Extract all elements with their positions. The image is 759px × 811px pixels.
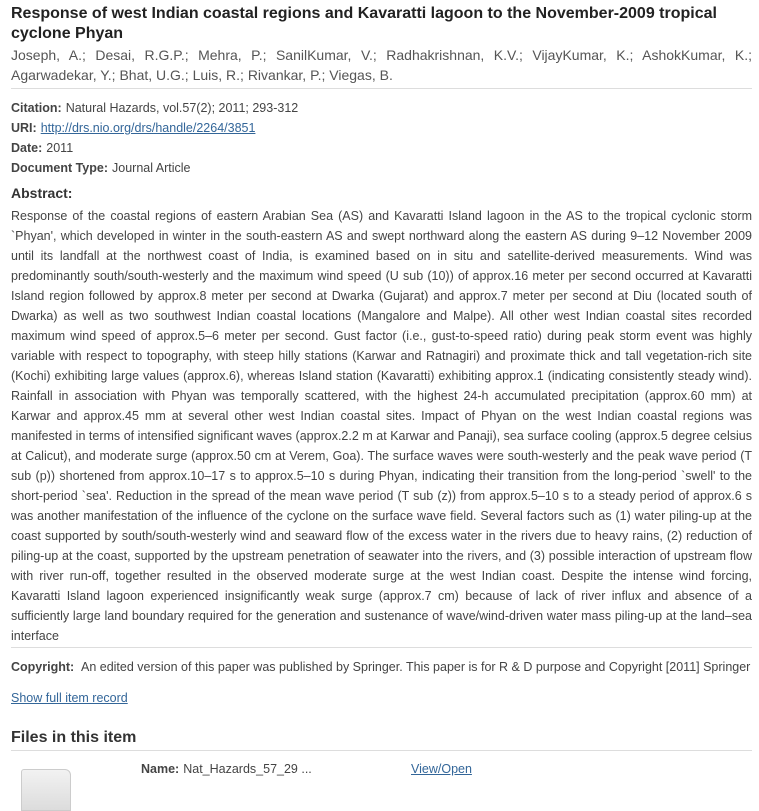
show-full-record-link[interactable]: Show full item record: [11, 691, 128, 705]
file-name: [141, 759, 312, 779]
copyright-block: [11, 657, 752, 677]
abstract-heading: Abstract:: [11, 185, 73, 201]
uri-link[interactable]: http://drs.nio.org/drs/handle/2264/3851: [40, 121, 256, 135]
citation-value: Natural Hazards, vol.57(2); 2011; 293-312: [65, 101, 299, 115]
date-row: [11, 138, 752, 158]
doctype-value: Journal Article: [112, 161, 191, 175]
metadata-list: [11, 98, 752, 178]
file-name-value: Nat_Hazards_57_29 ...: [183, 762, 312, 776]
doctype-label: Document Type:: [11, 161, 108, 175]
files-heading: Files in this item: [11, 727, 752, 751]
document-thumbnail-icon[interactable]: [21, 769, 71, 811]
item-title: Response of west Indian coastal regions and Kavaratti lagoon to the November-2009 tropical cyclone Phyan: [11, 5, 717, 42]
abstract-text: Response of the coastal regions of eastern Arabian Sea (AS) and Kavaratti Island lagoon in the AS to the tropical cyclonic storm `Phyan', which developed in winter in the south-eastern AS and swept northward along the eastern AS during 9–12 November 2009 until its landfall at the northwest coast of India, is examined based on in situ and satellite-derived measurements. Wind was predominantly south/south-westerly and the maximum wind speed (U sub (10)) of approx.16 meter per second occurred at Kavaratti Island region followed by approx.8 meter per second at Dwarka (Gujarat) and approx.7 meter per second at Diu (located south of Dwarka) as well as two southwest Indian coastal locations (Mangalore and Malpe). All other west Indian coastal sites recorded maximum wind speed of approx.5–6 meter per second. Gust factor (i.e., gust-to-speed ratio) during peak storm event was highly variable with respect to topography, with steep hilly stations (Karwar and Ratnagiri) and proximate thick and tall vegetation-rich site (Kochi) exhibiting large values (approx.6), whereas Island station (Kavaratti) exhibiting approx.1 (indicating consistently steady wind). Rainfall in association with Phyan was temporally scattered, with the highest 24-h accumulated precipitation (approx.60 mm) at Karwar and approx.45 mm at several other west Indian coastal sites. Impact of Phyan on the west Indian coastal regions was manifested in terms of intensified significant waves (approx.2.2 m at Karwar and Panaji), sea surface cooling (approx.5 degree celsius at Calicut), and moderate surge (approx.50 cm at Verem, Goa). The surface waves were south-westerly and the peak wave period (T sub (p)) shortened from approx.10–17 s to approx.5–10 s during Phyan, indicating their transition from the long-period `swell' to the short-period `sea'. Reduction in the spread of the mean wave period (T sub (z)) from approx.5–10 s to a steady period of approx.6 s was another manifestation of the influence of the cyclone on the surface wave field. Several factors such as (1) water piling-up at the coast supported by south/south-westerly wind and seaward flow of the excess water in the rivers due to heavy rains, (2) reduction of piling-up at the coast, supported by the upstream penetration of seawater into the rivers, and (3) possible interaction of upstream flow with river run-off, together resulted in the observed moderate surge at the west Indian coast. Despite the intense wind forcing, Kavaratti Island lagoon experienced insignificantly weak surge (approx.7 cm) because of lack of river influx and absence of a sufficiently large land boundary required for the generation and sustenance of wave/wind-driven water mass piling-up at the land–sea interface: [11, 206, 752, 648]
citation-row: [11, 98, 752, 118]
date-value: 2011: [46, 141, 74, 155]
uri-label: URI:: [11, 121, 37, 135]
file-row: [11, 759, 752, 799]
file-name-label: Name:: [141, 762, 180, 776]
date-label: Date:: [11, 141, 43, 155]
doctype-row: [11, 158, 752, 178]
copyright-label: Copyright:: [11, 660, 75, 674]
item-authors: Joseph, A.; Desai, R.G.P.; Mehra, P.; SanilKumar, V.; Radhakrishnan, K.V.; VijayKumar, K.; AshokKumar, K.; Agarwadekar, Y.; Bhat, U.G.; Luis, R.; Rivankar, P.; Viegas, B.: [11, 45, 752, 89]
view-open-link[interactable]: View/Open: [411, 762, 472, 776]
copyright-text: An edited version of this paper was published by Springer. This paper is for R & D purpose and Copyright [2011] Springer: [80, 660, 751, 674]
uri-row: [11, 118, 752, 138]
citation-label: Citation:: [11, 101, 62, 115]
